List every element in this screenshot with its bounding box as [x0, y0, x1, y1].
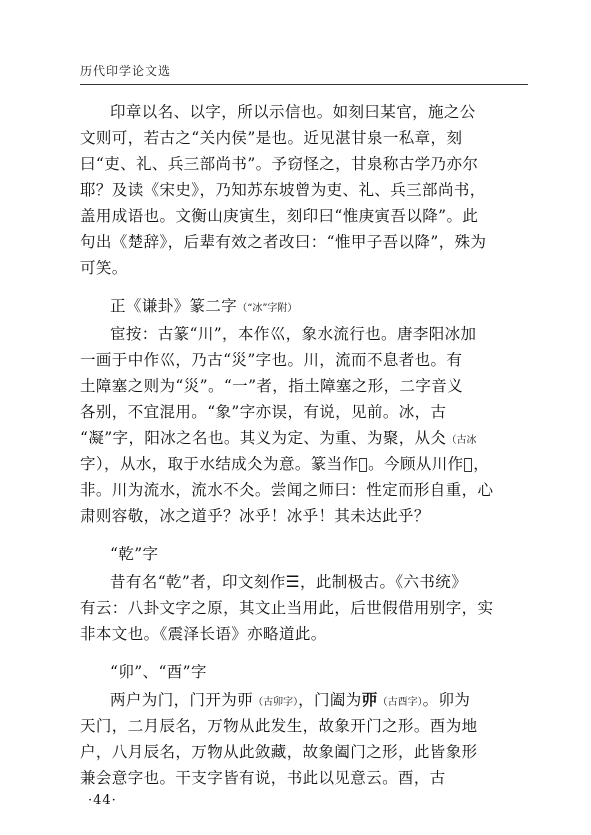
paragraph-line: 非本文也。《震泽长语》亦略道此。 [80, 625, 327, 643]
paragraph-line: 非。川为流水，流水不仌。尝闻之师曰：性定而形自重，心 [80, 481, 494, 499]
inline-note: （古酉字） [377, 697, 423, 708]
header-rule [80, 84, 528, 85]
line-text: 。卯为 [422, 691, 471, 709]
paragraph-line: 印章以名、以字，所以示信也。如刻曰某官，施之公 [110, 103, 476, 121]
line-text: ，门阖为 [298, 691, 362, 709]
inline-note: （古冰 [446, 435, 477, 446]
paragraph-line: 各别，不宜混用。“象”字亦误，有说，见前。冰，古 [80, 403, 447, 421]
paragraph-line [110, 688, 528, 715]
page-number: ·44· [88, 793, 117, 808]
paragraph-line: 土障塞之则为“災”。“一”者，指土障塞之形，二字音义 [80, 377, 464, 395]
inline-note: （古卯字） [253, 697, 299, 708]
paragraph-line [80, 426, 528, 453]
paragraph-line: 天门，二月辰名，万物从此发生，故象开门之形。酉为地 [80, 717, 478, 735]
paragraph-line: 肃则容敬，冰之道乎？冰乎！冰乎！其未达此乎？ [80, 507, 430, 525]
line-text: 两户为门，门开为丣 [110, 691, 254, 709]
section-heading-text: 正《谦卦》篆二字 [110, 297, 238, 315]
paragraph-line: 文则可，若古之“关内侯”是也。近见湛甘泉一私章，刻 [80, 129, 463, 147]
paragraph-line: 昔有名“乾”者，印文刻作☰，此制极古。《六书统》 [110, 573, 468, 591]
section-heading: “卯”、“酉”字 [110, 663, 207, 681]
section-heading-note: （“冰”字附） [237, 303, 298, 314]
paragraph-line: 一画于中作巛，乃古“災”字也。川，流而不息者也。有 [80, 351, 463, 369]
paragraph-line: 有云：八卦文字之原，其文止当用此，后世假借用别字，实 [80, 599, 494, 617]
running-title: 历代印学论文选 [80, 64, 172, 78]
paragraph-line: 字），从水，取于水结成仌为意。篆当作𣲖。今顾从川作𣲖， [80, 455, 490, 473]
section-heading [110, 294, 558, 321]
ancient-you-glyph: 丣 [361, 690, 378, 709]
paragraph-line: 句出《楚辞》，后辈有效之者改曰：“惟甲子吾以降”，殊为 [80, 233, 487, 251]
line-text: “凝”字，阳冰之名也。其义为定、为重、为聚，从仌 [80, 429, 447, 447]
paragraph-line: 兼会意字也。干支字皆有说，书此以见意云。酉，古 [80, 769, 446, 787]
paragraph-line: 耶？及读《宋史》，乃知苏东坡曾为吏、礼、兵三部尚书， [80, 181, 486, 199]
paragraph-line: 盖用成语也。文衡山庚寅生，刻印曰“惟庚寅吾以降”。此 [80, 207, 479, 225]
paragraph-line: 曰“吏、礼、兵三部尚书”。予窃怪之，甘泉称古学乃亦尔 [80, 155, 479, 173]
paragraph-line: 户，八月辰名，万物从此敛藏，故象阖门之形，此皆象形 [80, 743, 478, 761]
paragraph-line: 可笑。 [80, 259, 128, 277]
paragraph-line: 宦按：古篆“川”，本作巛，象水流行也。唐李阳冰加 [110, 325, 477, 343]
section-heading: “乾”字 [110, 545, 159, 563]
